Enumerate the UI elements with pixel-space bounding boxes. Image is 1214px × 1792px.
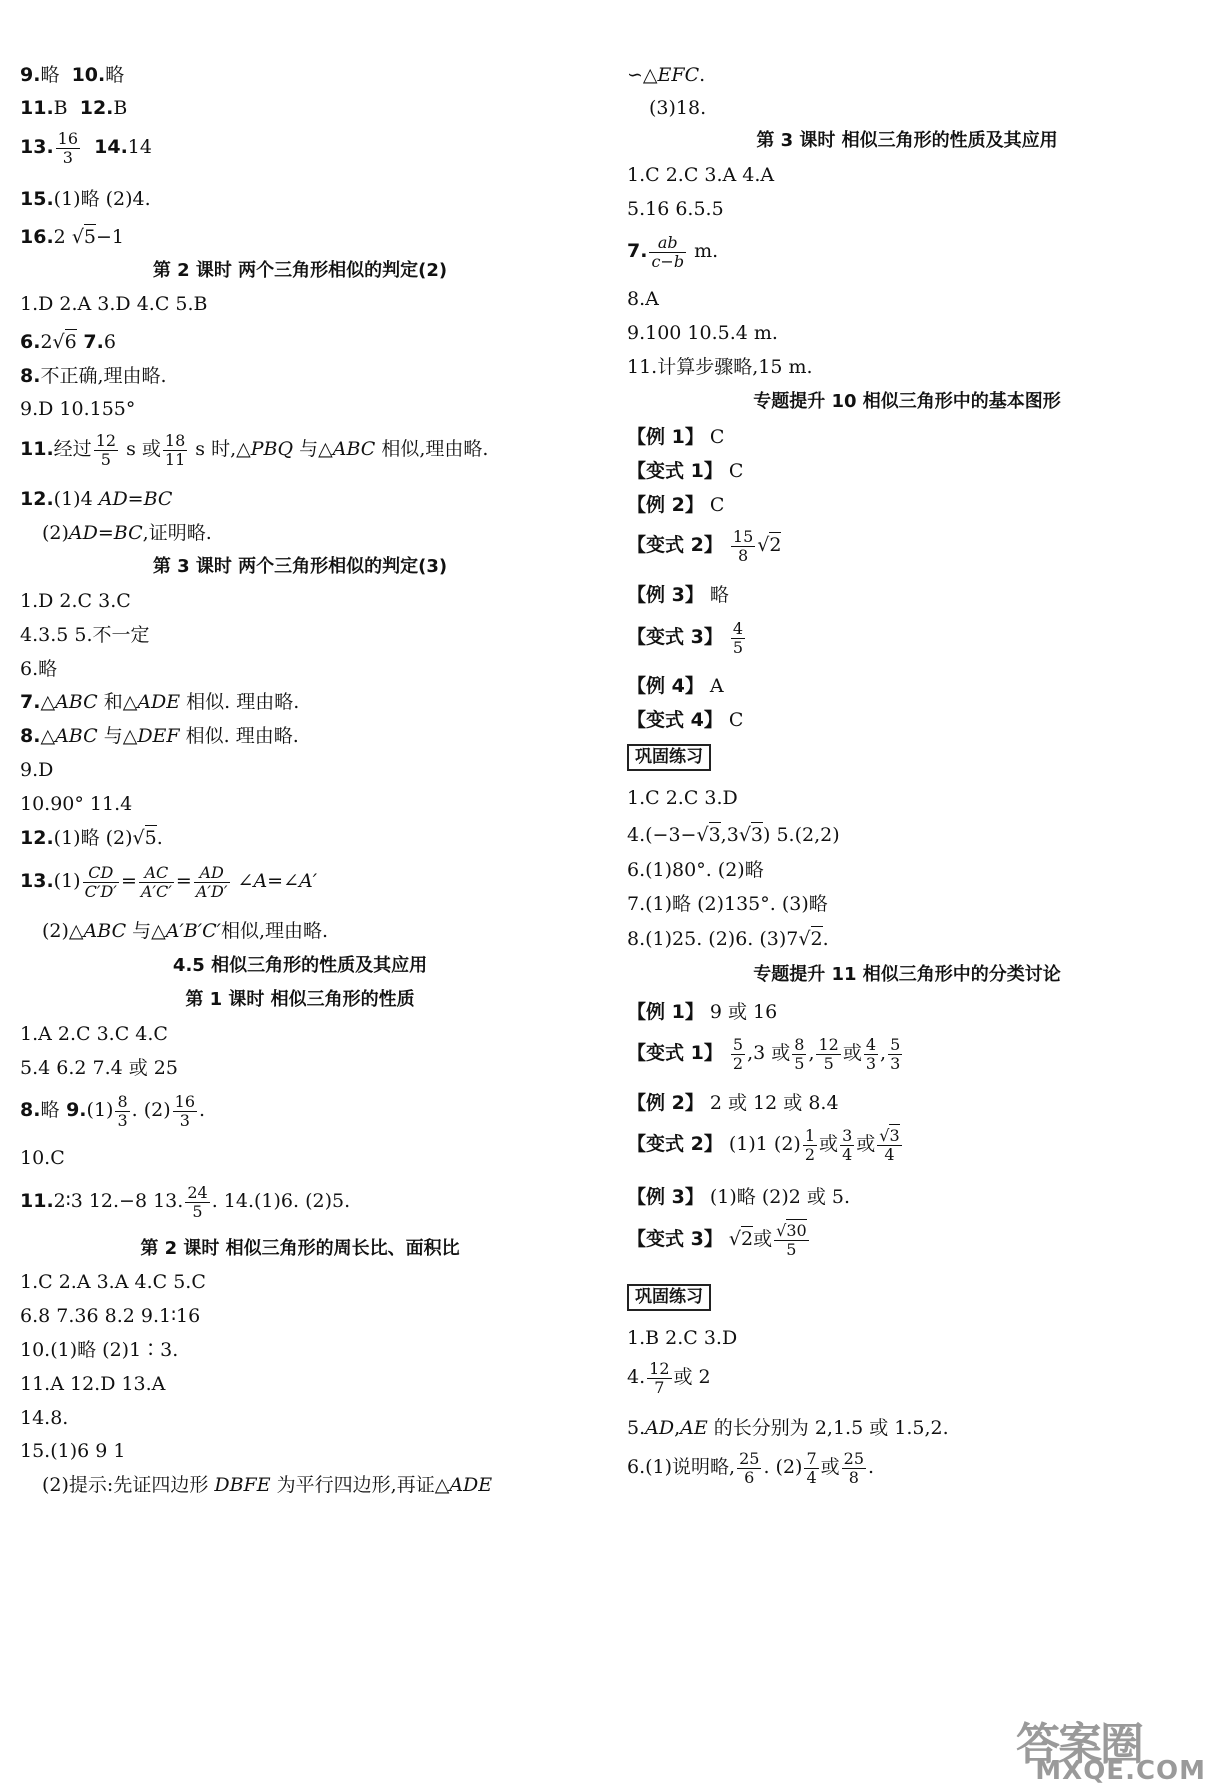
answer-line: ∽△EFC. (627, 64, 706, 86)
answer-line: 15.(1)6 9 1 (20, 1440, 126, 1462)
answer-line: (2)AD=BC,证明略. (42, 522, 212, 544)
answer-line: 1.A 2.C 3.C 4.C (20, 1023, 168, 1045)
answer-line: 8.略 9.(1) $\frac{8}{3}$ . (2) $\frac{16}{3}$ . (20, 1092, 206, 1130)
section-heading: 第 3 课时 两个三角形相似的判定(3) (152, 556, 448, 577)
watermark-logo (1016, 1708, 1206, 1786)
answer-line: 13.(1) $\frac{CD}{C'D'}$ = $\frac{AC}{A'C'}$ = $\frac{AD}{A'D'}$ ∠A=∠A′ (20, 863, 318, 901)
answer-line: 11.经过 $\frac{12}{5}$ s 或 $\frac{18}{11}$ s 时,△PBQ 与△ABC 相似,理由略. (20, 431, 489, 469)
answer-line: 11.2∶3 12.−8 13. $\frac{24}{5}$ . 14.(1)6. (2)5. (20, 1183, 351, 1221)
answer-line: 【变式 2】 $\frac{15}{8}$ √2 (627, 527, 782, 565)
answer-line: 6.2√6 7.6 (20, 331, 116, 353)
answer-line: 7. $\frac{ab}{c-b}$ m. (627, 233, 719, 271)
answer-line: 【例 1】 9 或 16 (627, 1001, 778, 1023)
answer-line: 7.(1)略 (2)135°. (3)略 (627, 893, 828, 915)
answer-line: 【例 1】 C (627, 426, 725, 448)
answer-line: 4.3.5 5.不一定 (20, 624, 150, 646)
section-heading: 4.5 相似三角形的性质及其应用 (172, 955, 428, 976)
practice-box: 巩固练习 (627, 744, 711, 771)
section-heading: 第 2 课时 相似三角形的周长比、面积比 (140, 1238, 460, 1259)
answer-line: 5.AD,AE 的长分别为 2,1.5 或 1.5,2. (627, 1417, 949, 1439)
fraction: $\frac{16}{3}$ (57, 129, 79, 167)
section-heading: 第 3 课时 相似三角形的性质及其应用 (756, 130, 1058, 151)
answer-line: 【例 3】 (1)略 (2)2 或 5. (627, 1186, 851, 1208)
answer-line: 10.90° 11.4 (20, 793, 133, 815)
answer-line: 6.略 (20, 658, 58, 680)
section-heading: 第 2 课时 两个三角形相似的判定(2) (152, 260, 448, 281)
answer-line: 12.(1)4 AD=BC (20, 488, 173, 510)
answer-line: 【变式 4】 C (627, 709, 744, 731)
answer-line: 9.100 10.5.4 m. (627, 322, 778, 344)
answer-line: 8.△ABC 与△DEF 相似. 理由略. (20, 725, 299, 747)
answer-line: 【变式 2】 (1)1 (2) $\frac{1}{2}$ 或 $\frac{3}{4}$ 或 $\frac{√3}{4}$ (627, 1126, 900, 1164)
answer-line: 【变式 1】 C (627, 460, 744, 482)
answer-line: 4. $\frac{12}{7}$ 或 2 (627, 1359, 711, 1397)
answer-line: 6.8 7.36 8.2 9.1∶16 (20, 1305, 201, 1327)
answer-line: 16.2 √5−1 (20, 226, 125, 248)
answer-line: 【变式 3】 $\frac{4}{5}$ (627, 619, 744, 657)
answer-line: 13. $\frac{16}{3}$ 14.14 (20, 129, 152, 167)
answer-line: 9.略 10.略 (20, 64, 125, 86)
answer-line: (3)18. (649, 97, 707, 119)
answer-line: 1.B 2.C 3.D (627, 1327, 738, 1349)
answer-line: 8.(1)25. (2)6. (3)7√2. (627, 928, 829, 950)
answer-line: 【例 2】 C (627, 494, 725, 516)
answer-line: 8.不正确,理由略. (20, 365, 167, 387)
answer-line: (2)△ABC 与△A′B′C′相似,理由略. (42, 920, 329, 942)
answer-line: 11.B 12.B (20, 97, 128, 119)
answer-line: 10.C (20, 1147, 65, 1169)
answer-line: 【变式 3】 √2或 $\frac{√30}{5}$ (627, 1221, 807, 1259)
answer-line: 12.(1)略 (2)√5. (20, 827, 163, 849)
answer-line: 【例 3】 略 (627, 584, 729, 606)
section-heading: 专题提升 10 相似三角形中的基本图形 (753, 391, 1061, 412)
answer-line: 5.4 6.2 7.4 或 25 (20, 1057, 178, 1079)
answer-line: 9.D 10.155° (20, 398, 136, 420)
answer-line: (2)提示:先证四边形 DBFE 为平行四边形,再证△ADE (42, 1474, 493, 1496)
section-heading: 专题提升 11 相似三角形中的分类讨论 (753, 964, 1061, 985)
answer-line: 11.计算步骤略,15 m. (627, 356, 813, 378)
answer-line: 15.(1)略 (2)4. (20, 188, 151, 210)
answer-line: 14.8. (20, 1407, 69, 1429)
answer-line: 4.(−3−√3,3√3) 5.(2,2) (627, 824, 840, 846)
answer-line: 9.D (20, 759, 54, 781)
answer-line: 1.D 2.A 3.D 4.C 5.B (20, 293, 208, 315)
answer-line: 6.(1)说明略, $\frac{25}{6}$ . (2) $\frac{7}{4}$ 或 $\frac{25}{8}$ . (627, 1449, 875, 1487)
answer-line: 1.C 2.C 3.A 4.A (627, 164, 775, 186)
answer-line: 5.16 6.5.5 (627, 198, 724, 220)
answer-line: 6.(1)80°. (2)略 (627, 859, 764, 881)
practice-box: 巩固练习 (627, 1284, 711, 1311)
answer-line: 7.△ABC 和△ADE 相似. 理由略. (20, 691, 300, 713)
answer-line: 8.A (627, 288, 659, 310)
answer-line: 1.D 2.C 3.C (20, 590, 131, 612)
answer-line: 10.(1)略 (2)1∶3. (20, 1339, 179, 1361)
watermark-logo-text: 答案圈 (1016, 1719, 1142, 1770)
watermark-url: MXQE.COM (1035, 1756, 1206, 1786)
answer-line: 【例 4】 A (627, 675, 724, 697)
section-heading: 第 1 课时 相似三角形的性质 (185, 989, 415, 1010)
answer-line: 【例 2】 2 或 12 或 8.4 (627, 1092, 839, 1114)
answer-line: 【变式 1】 $\frac{5}{2}$ ,3 或 $\frac{8}{5}$ , $\frac{12}{5}$ 或 $\frac{4}{3}$ , $\frac{5}{3}$ (627, 1035, 901, 1073)
answer-line: 1.C 2.A 3.A 4.C 5.C (20, 1271, 206, 1293)
answer-line: 1.C 2.C 3.D (627, 787, 738, 809)
answer-line: 11.A 12.D 13.A (20, 1373, 166, 1395)
